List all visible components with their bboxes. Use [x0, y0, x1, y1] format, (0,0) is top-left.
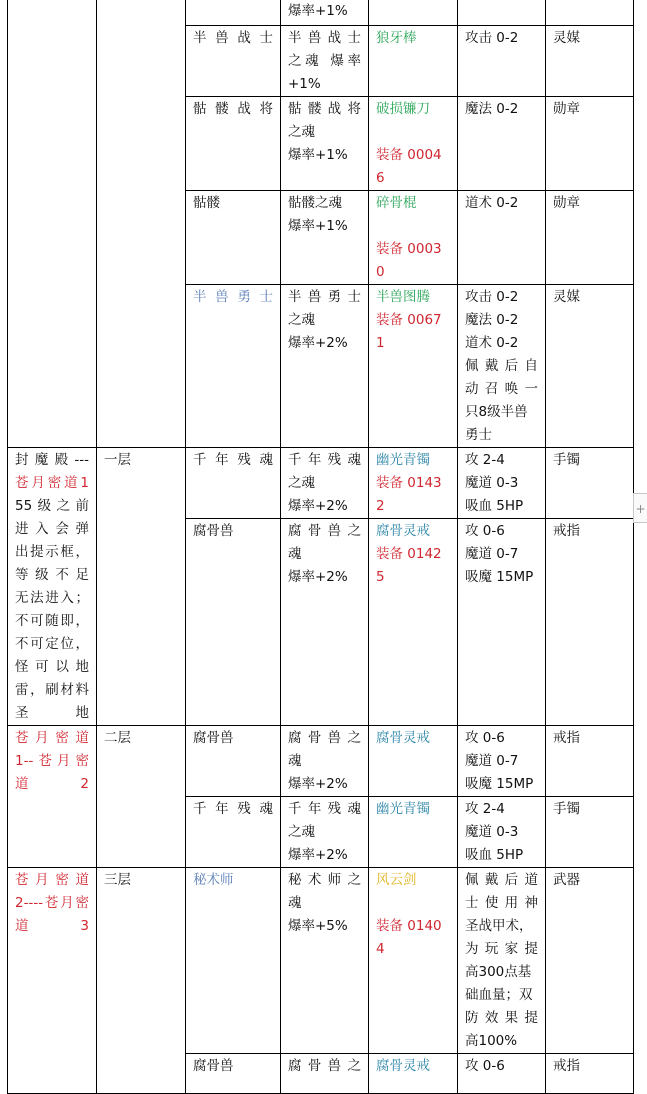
equip-cell: [369, 1054, 458, 1094]
soul-cell: [281, 448, 369, 519]
soul-cell-line: 千年残魂: [288, 801, 361, 817]
soul-cell-line: 之魂 爆率: [288, 53, 361, 69]
soul-cell-line: 之魂: [288, 824, 315, 840]
equip-cell: [369, 448, 458, 519]
equip-cell-line: [376, 215, 450, 238]
document-page: [7, 0, 633, 1074]
soul-cell: [281, 519, 369, 726]
attr-cell-line: 攻 2-4: [465, 452, 505, 468]
floor-cell: [97, 868, 186, 1094]
soul-cell-line: 爆率+1%: [288, 3, 348, 19]
attr-cell: [458, 726, 546, 797]
group-cell-line: 等级不足: [15, 567, 89, 583]
monster-cell-line: 腐骨兽: [193, 523, 234, 539]
equip-type-cell: [546, 448, 634, 519]
soul-cell-line: 腐骨兽之: [288, 1058, 361, 1074]
attr-cell-line: 魔道 0-7: [465, 753, 519, 769]
equip-cell-line: 装备 00671: [376, 312, 442, 351]
equip-cell-line: 装备 01425: [376, 546, 442, 585]
monster-cell: [186, 191, 281, 285]
equip-type-cell-text: 戒指: [553, 1058, 580, 1074]
soul-cell: [281, 26, 369, 97]
equip-cell: [369, 519, 458, 726]
soul-cell: [281, 1054, 369, 1094]
soul-cell-line: 爆率+2%: [288, 335, 348, 351]
equip-cell: [369, 868, 458, 1054]
group-cell-line: 55级之前: [15, 498, 89, 514]
soul-cell-line: 爆率+2%: [288, 776, 348, 792]
soul-cell-line: 魂: [288, 546, 302, 562]
table-body: [8, 0, 634, 1094]
equip-cell-line: 幽光青镯: [376, 452, 430, 468]
floor-cell: [97, 726, 186, 868]
attr-cell-line: 攻 0-6: [465, 730, 505, 746]
equip-type-cell: [546, 26, 634, 97]
attr-cell: [458, 1054, 546, 1094]
group-cell-line: 2----苍月密: [15, 895, 89, 911]
equip-cell-line: 腐骨灵戒: [376, 730, 430, 746]
monster-cell-line: 秘术师: [193, 872, 234, 888]
equip-cell-line: 装备 00030: [376, 241, 442, 280]
monster-cell-line: 半兽战士: [193, 30, 273, 46]
equip-cell-line: 装备 01404: [376, 918, 442, 957]
group-cell-line: 道3: [15, 918, 89, 934]
soul-cell-line: 爆率+2%: [288, 498, 348, 514]
attr-cell: [458, 97, 546, 191]
monster-cell-line: 腐骨兽: [193, 1058, 234, 1074]
soul-cell-line: 之魂: [288, 124, 315, 140]
soul-cell-line: 魂: [288, 753, 302, 769]
equip-type-cell-text: 灵媒: [553, 289, 580, 305]
group-cell-line: 雷，刷材料: [15, 682, 89, 698]
equip-cell: [369, 97, 458, 191]
attr-cell: [458, 797, 546, 868]
soul-cell: [281, 726, 369, 797]
equip-cell-line: 腐骨灵戒: [376, 523, 430, 539]
group-cell-line: 出提示框，: [15, 544, 89, 560]
attr-cell-line: 魔道 0-3: [465, 824, 519, 840]
group-cell-line: 不可定位，: [15, 636, 89, 652]
floor-cell-text: 三层: [104, 872, 131, 888]
table-row: [8, 868, 634, 1054]
attr-cell-line: 佩戴后自: [465, 358, 538, 374]
soul-cell-line: 骷髅之魂: [288, 195, 342, 211]
attr-cell-line: 士使用神: [465, 895, 538, 911]
monster-cell: [186, 97, 281, 191]
equip-cell-line: 腐骨灵戒: [376, 1058, 430, 1074]
soul-cell-line: 爆率+2%: [288, 569, 348, 585]
equip-type-cell-text: 武器: [553, 872, 580, 888]
group-cell: [8, 448, 97, 726]
soul-cell: [281, 97, 369, 191]
soul-cell: [281, 0, 369, 26]
equip-cell-line: 风云剑: [376, 872, 417, 888]
soul-cell-line: 魂: [288, 895, 302, 911]
soul-cell: [281, 868, 369, 1054]
attr-cell-line: 圣战甲术，: [465, 918, 533, 934]
expand-side-button[interactable]: +: [633, 493, 647, 523]
attr-cell-line: 道术 0-2: [465, 195, 519, 211]
attr-cell-line: 吸魔 15MP: [465, 569, 534, 585]
equip-type-cell: [546, 519, 634, 726]
monster-cell: [186, 1054, 281, 1094]
equip-cell-line: [376, 0, 450, 23]
soul-cell-line: 之魂: [288, 312, 315, 328]
equip-type-cell: [546, 797, 634, 868]
floor-cell-text: 一层: [104, 452, 131, 468]
monster-cell: [186, 868, 281, 1054]
equip-type-cell: [546, 868, 634, 1054]
table-row: [8, 726, 634, 797]
group-cell-line: 圣地: [15, 705, 89, 721]
attr-cell-line: 础血量；双: [465, 987, 533, 1003]
attr-cell-line: 吸血 5HP: [465, 498, 524, 514]
attr-cell-line: 攻 2-4: [465, 801, 505, 817]
monster-cell: [186, 726, 281, 797]
soul-cell-line: 骷髅战将: [288, 101, 361, 117]
equip-cell-line: 半兽图腾: [376, 289, 430, 305]
group-cell-line: 苍月密道: [15, 872, 89, 888]
soul-cell-line: 之魂: [288, 475, 315, 491]
equip-cell: [369, 797, 458, 868]
attr-cell-line: 佩戴后道: [465, 872, 538, 888]
soul-cell: [281, 797, 369, 868]
equip-type-cell: [546, 97, 634, 191]
attr-cell-line: 魔法 0-2: [465, 101, 519, 117]
group-cell-line: 封魔殿---: [15, 452, 89, 468]
table-row: [8, 448, 634, 519]
equip-cell-line: 狼牙棒: [376, 30, 417, 46]
floor-cell: [97, 448, 186, 726]
soul-cell-line: 半兽战士: [288, 30, 361, 46]
attr-cell-line: 动召唤一: [465, 381, 538, 397]
attr-cell-line: 只8级半兽: [465, 404, 528, 420]
equip-cell: [369, 285, 458, 448]
attr-cell-line: 攻击 0-2: [465, 289, 519, 305]
group-cell-line: 道2: [15, 776, 89, 792]
soul-cell-line: 爆率+1%: [288, 218, 348, 234]
attr-cell-line: [465, 0, 538, 23]
equip-type-cell-text: 灵媒: [553, 30, 580, 46]
equip-cell-line: 装备 00046: [376, 147, 442, 186]
table-row: [8, 0, 634, 26]
soul-cell-line: 腐骨兽之: [288, 523, 361, 539]
monster-cell-line: 骷髅: [193, 195, 220, 211]
floor-cell: [97, 0, 186, 448]
attr-cell: [458, 191, 546, 285]
soul-cell: [281, 285, 369, 448]
monster-cell: [186, 26, 281, 97]
equip-type-cell-text: 戒指: [553, 523, 580, 539]
attr-cell: [458, 0, 546, 26]
equip-type-cell-text: 手镯: [553, 801, 580, 817]
equip-type-cell-text: 手镯: [553, 452, 580, 468]
soul-cell-line: 爆率+1%: [288, 147, 348, 163]
equip-cell-line: [376, 121, 450, 144]
attr-cell-line: 攻 0-6: [465, 523, 505, 539]
soul-cell-line: 爆率+2%: [288, 847, 348, 863]
soul-cell-line: 千年残魂: [288, 452, 361, 468]
equip-cell-line: 碎骨棍: [376, 195, 417, 211]
attr-cell-line: 勇士: [465, 427, 492, 443]
attr-cell: [458, 448, 546, 519]
group-cell-line: 苍月密道: [15, 730, 89, 746]
soul-cell: [281, 191, 369, 285]
equip-type-cell: [546, 191, 634, 285]
monster-cell-line: 千年残魂: [193, 452, 273, 468]
soul-cell-line: +1%: [288, 76, 321, 92]
equip-cell-line: [376, 892, 450, 915]
equip-type-cell: [546, 1054, 634, 1094]
group-cell: [8, 868, 97, 1094]
monster-cell: [186, 448, 281, 519]
monster-cell: [186, 0, 281, 26]
attr-cell-line: 魔道 0-3: [465, 475, 519, 491]
attr-cell-line: 高100%: [465, 1033, 518, 1049]
equip-cell: [369, 726, 458, 797]
soul-cell-line: 半兽勇士: [288, 289, 361, 305]
equip-type-cell: [546, 0, 634, 26]
attr-cell-line: 高300点基: [465, 964, 532, 980]
monster-cell: [186, 797, 281, 868]
equip-cell-line: 幽光青镯: [376, 801, 430, 817]
soul-cell-line: 爆率+5%: [288, 918, 348, 934]
soul-cell-line: 秘术师之: [288, 872, 361, 888]
equip-type-cell: [546, 726, 634, 797]
attr-cell-line: 魔法 0-2: [465, 312, 519, 328]
attr-cell-line: 防效果提: [465, 1010, 538, 1026]
equip-cell: [369, 191, 458, 285]
equip-type-cell-text: 戒指: [553, 730, 580, 746]
monster-cell: [186, 519, 281, 726]
monster-cell: [186, 285, 281, 448]
attr-cell: [458, 519, 546, 726]
soul-cell-line: 腐骨兽之: [288, 730, 361, 746]
equip-cell-line: 装备 01432: [376, 475, 442, 514]
monster-cell-line: 半兽勇士: [193, 289, 273, 305]
attr-cell-line: 攻击 0-2: [465, 30, 519, 46]
attr-cell-line: 魔道 0-7: [465, 546, 519, 562]
group-cell-line: 怪可以地: [15, 659, 89, 675]
attr-cell-line: 道术 0-2: [465, 335, 519, 351]
monster-cell-line: 腐骨兽: [193, 730, 234, 746]
group-cell-line: 苍月密道1: [15, 475, 89, 491]
attr-cell-line: 攻 0-6: [465, 1058, 505, 1074]
group-cell-line: 1--苍月密: [15, 753, 89, 769]
equip-cell: [369, 26, 458, 97]
equip-type-cell-text: 勋章: [553, 101, 580, 117]
monster-cell-line: 骷髅战将: [193, 101, 273, 117]
equip-cell-line: 破损镰刀: [376, 101, 430, 117]
floor-cell-text: 二层: [104, 730, 131, 746]
equip-type-cell-text: [553, 0, 626, 23]
attr-cell: [458, 285, 546, 448]
monster-cell-line: [193, 0, 273, 23]
attr-cell-line: 吸血 5HP: [465, 847, 524, 863]
attr-cell: [458, 868, 546, 1054]
group-cell: [8, 726, 97, 868]
monster-cell-line: 千年残魂: [193, 801, 273, 817]
attr-cell-line: 为玩家提: [465, 941, 538, 957]
equip-cell: [369, 0, 458, 26]
group-cell-line: 进入会弹: [15, 521, 89, 537]
group-cell-line: 不可随即，: [15, 613, 89, 629]
monster-drop-table: [7, 0, 634, 1094]
group-cell-line: 无法进入；: [15, 590, 89, 606]
equip-type-cell-text: 勋章: [553, 195, 580, 211]
attr-cell-line: 吸魔 15MP: [465, 776, 534, 792]
attr-cell: [458, 26, 546, 97]
group-cell: [8, 0, 97, 448]
equip-type-cell: [546, 285, 634, 448]
